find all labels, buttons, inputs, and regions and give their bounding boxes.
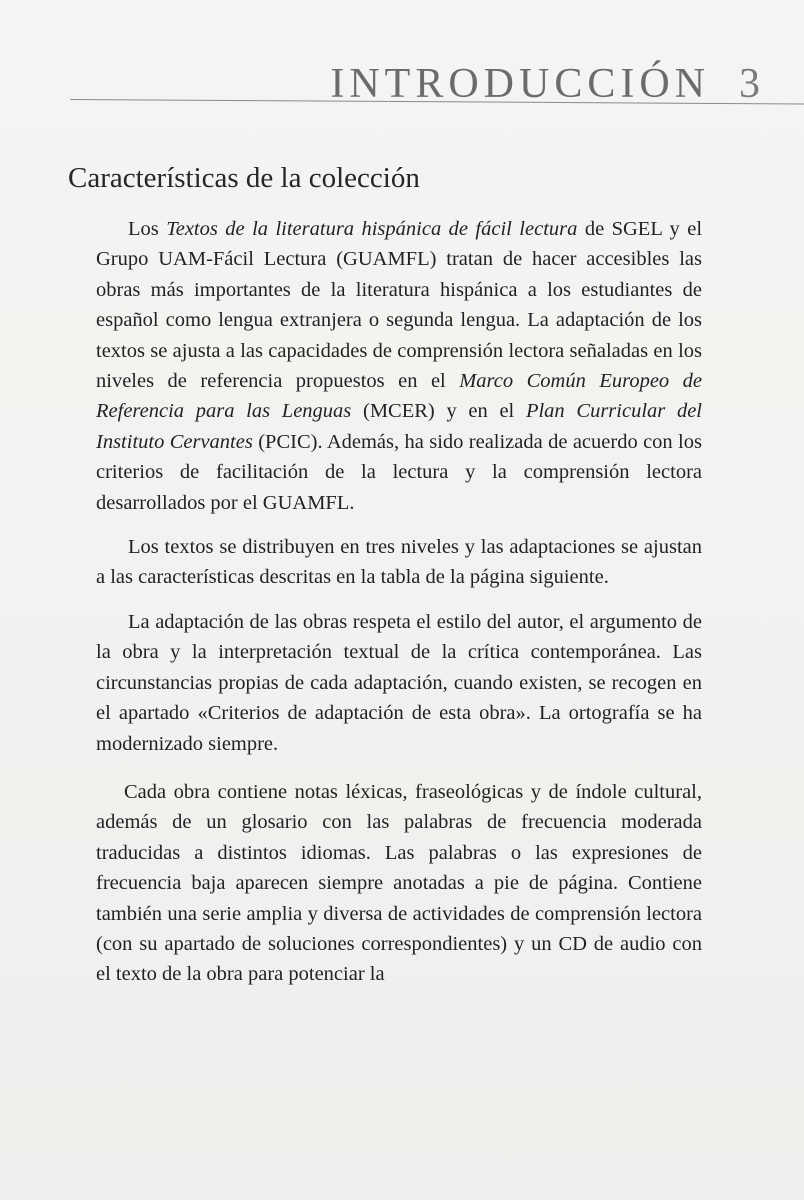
running-head: INTRODUCCIÓN <box>330 61 710 107</box>
paragraph-1-part-c: de SGEL y el Grupo UAM-Fácil Lectura (GUAMFL) tratan de hacer accesibles las obras más importantes de la literatura hispánica a los estudiantes de español como lengua extranjera o segunda lengua. La adaptación de los textos se ajusta a las capacidades de comprensión lectora señaladas en los niveles de referencia propuestos en el <box>96 218 703 393</box>
section-title: Características de la colección <box>68 162 420 194</box>
paragraph-2: Los textos se distribuyen en tres niveles y las adaptaciones se ajustan a las características descritas en la tabla de la página siguiente. <box>96 536 702 589</box>
paragraph-1-part-e: (MCER) y en el <box>351 400 526 423</box>
paragraph-1 <box>96 214 702 518</box>
mcer-title: Marco Común Europeo de Referencia para las Lenguas <box>96 370 703 423</box>
page-header <box>70 62 804 106</box>
body-text <box>96 214 702 1004</box>
paragraph-1-part-g: (PCIC). Además, ha sido realizada de acuerdo con los criterios de facilitación de la lectura y la comprensión lectora desarrollados por el GUAMFL. <box>96 430 702 514</box>
paragraph-4: Cada obra contiene notas léxicas, fraseológicas y de índole cultural, además de un glosario con las palabras de frecuencia moderada traducidas a distintos idiomas. Las palabras o las expresiones de frecuencia baja aparecen siempre anotadas a pie de página. Contiene también una serie amplia y diversa de actividades de comprensión lectora (con su apartado de soluciones correspondientes) y un CD de audio con el texto de la obra para potenciar la <box>96 780 702 986</box>
page-number: 3 <box>739 61 760 107</box>
paragraph-3: La adaptación de las obras respeta el estilo del autor, el argumento de la obra y la interpretación textual de la crítica contemporánea. Las circunstancias propias de cada adaptación, cuando existen, se recogen en el apartado «Criterios de adaptación de esta obra». La ortografía se ha modernizado siempre. <box>96 610 702 755</box>
paragraph-1-part-a: Los <box>128 218 167 240</box>
collection-title: Textos de la literatura hispánica de fácil lectura <box>166 218 578 240</box>
pcic-title: Plan Curricular del Instituto Cervantes <box>96 400 702 453</box>
